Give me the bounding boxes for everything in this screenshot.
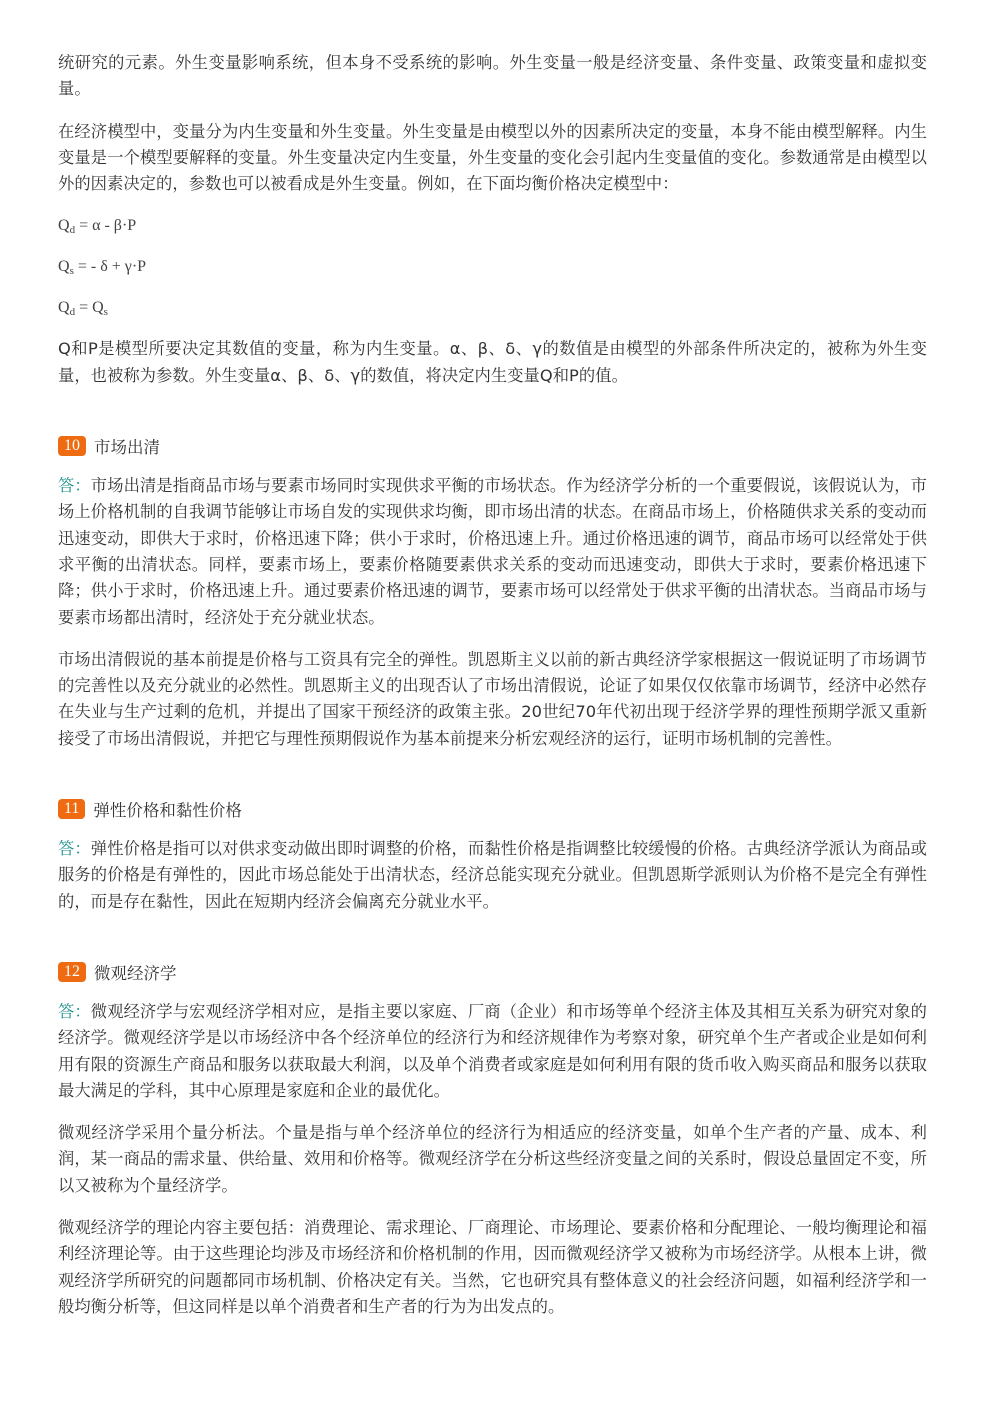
- answer-paragraph: 答：弹性价格是指可以对供求变动做出即时调整的价格，而黏性价格是指调整比较缓慢的价格。古典经济学派认为商品或服务的价格是有弹性的，因此市场总能处于出清状态，经济总能实现充分就业。但凯恩斯学派则认为价格不是完全有弹性的，而是存在黏性，因此在短期内经济会偏离充分就业水平。: [58, 839, 927, 911]
- section-number-badge: 12: [58, 962, 86, 982]
- section-heading-11: [58, 796, 927, 822]
- paragraph: 市场出清假说的基本前提是价格与工资具有完全的弹性。凯恩斯主义以前的新古典经济学家根据这一假说证明了市场调节的完善性以及充分就业的必然性。凯恩斯主义的出现否认了市场出清假说，论证了如果仅仅依靠市场调节，经济中必然存在失业与生产过剩的危机，并提出了国家干预经济的政策主张。20世纪70年代初出现于经济学界的理性预期学派又重新接受了市场出清假说，并把它与理性预期假说作为基本前提来分析宏观经济的运行，证明市场机制的完善性。: [58, 649, 927, 748]
- section-number-badge: 11: [58, 799, 85, 819]
- paragraph: 在经济模型中，变量分为内生变量和外生变量。外生变量是由模型以外的因素所决定的变量，本身不能由模型解释。内生变量是一个模型要解释的变量。外生变量决定内生变量，外生变量的变化会引起内生变量值的变化。参数通常是由模型以外的因素决定的，参数也可以被看成是外生变量。例如，在下面均衡价格决定模型中：: [58, 121, 927, 194]
- paragraph: Q和P是模型所要决定其数值的变量，称为内生变量。α、β、δ、γ的数值是由模型的外部条件所决定的，被称为外生变量，也被称为参数。外生变量α、β、δ、γ的数值，将决定内生变量Q和P的值。: [58, 339, 927, 385]
- answer-label: 答：: [58, 839, 91, 859]
- answer-paragraph: 答：微观经济学与宏观经济学相对应，是指主要以家庭、厂商（企业）和市场等单个经济主体及其相互关系为研究对象的经济学。微观经济学是以市场经济中各个经济单位的经济行为和经济规律作为考察对象，研究单个生产者或企业是如何利用有限的资源生产商品和服务以获取最大利润，以及单个消费者或家庭是如何利用有限的货币收入购买商品和服务以获取最大满足的学科，其中心原理是家庭和企业的最优化。: [58, 1001, 927, 1100]
- answer-label: 答：: [58, 476, 91, 496]
- paragraph: 微观经济学采用个量分析法。个量是指与单个经济单位的经济行为相适应的经济变量，如单个生产者的产量、成本、利润，某一商品的需求量、供给量、效用和价格等。微观经济学在分析这些经济变量之间的关系时，假设总量固定不变，所以又被称为个量经济学。: [58, 1123, 927, 1195]
- section-number-badge: 10: [58, 436, 86, 456]
- paragraph: 微观经济学的理论内容主要包括：消费理论、需求理论、厂商理论、市场理论、要素价格和分配理论、一般均衡理论和福利经济理论等。由于这些理论均涉及市场经济和价格机制的作用，因而微观经济学又被称为市场经济学。从根本上讲，微观经济学所研究的问题都同市场机制、价格决定有关。当然，它也研究具有整体意义的社会经济问题，如福利经济学和一般均衡分析等，但这同样是以单个消费者和生产者的行为为出发点的。: [58, 1218, 927, 1316]
- formula-equilibrium: $Q_d = Q_s$: [58, 299, 108, 319]
- section-title: 弹性价格和黏性价格: [93, 801, 242, 821]
- section-title: 市场出清: [94, 438, 160, 458]
- answer-label: 答：: [58, 1001, 91, 1021]
- answer-paragraph: 答：市场出清是指商品市场与要素市场同时实现供求平衡的市场状态。作为经济学分析的一个重要假说，该假说认为，市场上价格机制的自我调节能够让市场自发的实现供求均衡，即市场出清的状态。在商品市场上，价格随供求关系的变动而迅速变动，即供大于求时，价格迅速下降；供小于求时，价格迅速上升。通过价格迅速的调节，商品市场可以经常处于供求平衡的出清状态。同样，要素市场上，要素价格随要素供求关系的变动而迅速变动，即供大于求时，要素价格迅速下降；供小于求时，价格迅速上升。通过要素价格迅速的调节，要素市场可以经常处于供求平衡的出清状态。当商品市场与要素市场都出清时，经济处于充分就业状态。: [58, 476, 927, 627]
- document-page: [58, 50, 927, 1336]
- formula-demand: $Q_d = \alpha - \beta\cdot P$: [58, 217, 137, 237]
- section-title: 微观经济学: [94, 963, 177, 983]
- section-heading-12: [58, 959, 927, 985]
- formula-supply: $Q_s$ = - δ + γ·P: [58, 258, 147, 278]
- paragraph: 统研究的元素。外生变量影响系统，但本身不受系统的影响。外生变量一般是经济变量、条件变量、政策变量和虚拟变量。: [58, 53, 927, 99]
- section-heading-10: [58, 433, 927, 459]
